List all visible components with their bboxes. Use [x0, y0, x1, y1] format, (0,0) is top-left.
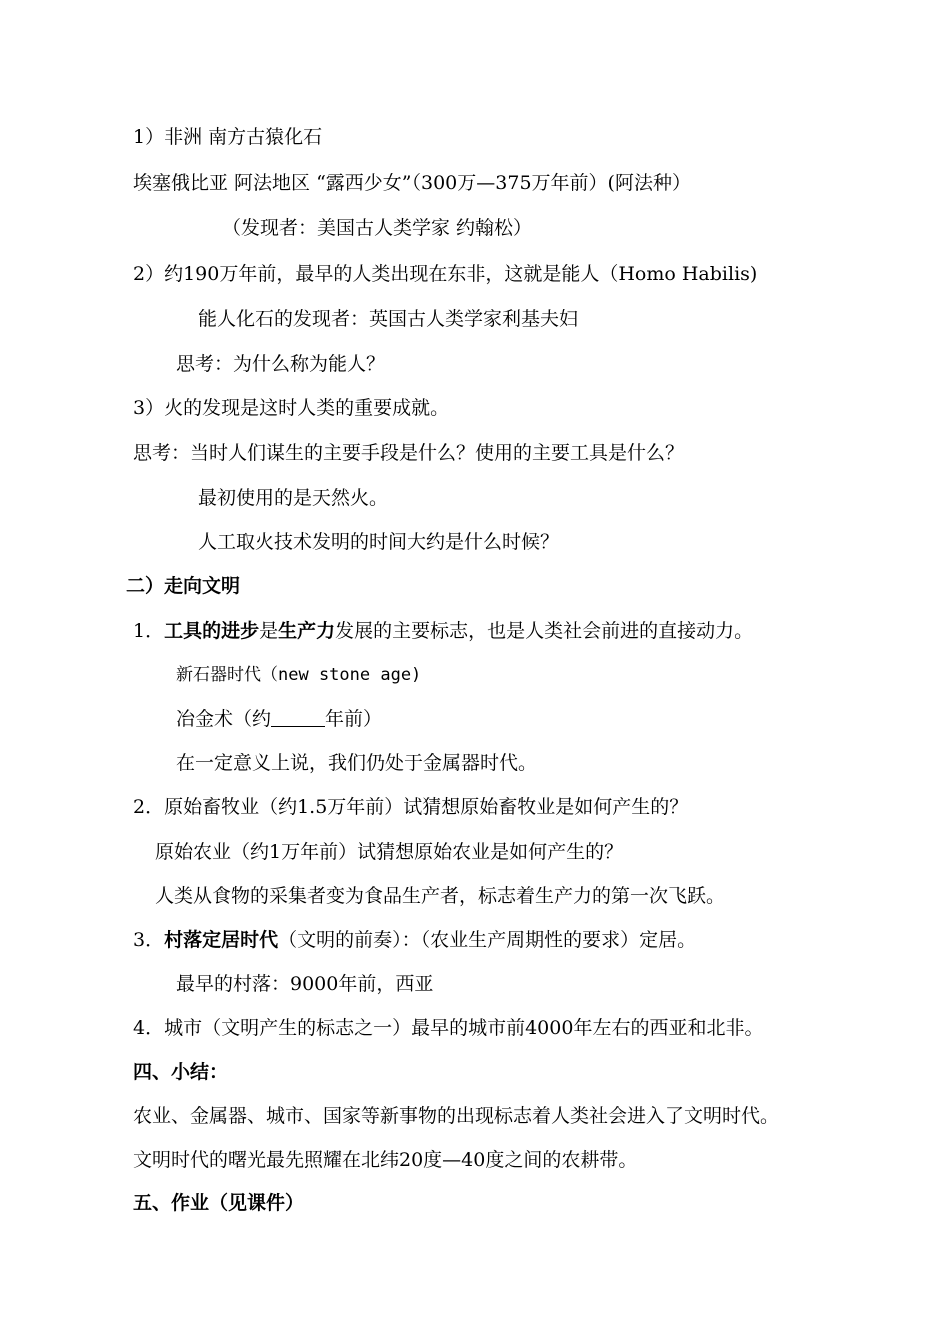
text-line: 在一定意义上说，我们仍处于金属器时代。 [176, 752, 538, 774]
text-line: 农业、金属器、城市、国家等新事物的出现标志着人类社会进入了文明时代。 [133, 1105, 780, 1127]
text-line: 能人化石的发现者：英国古人类学家利基夫妇 [198, 308, 579, 330]
text-line-item-1 [133, 619, 753, 643]
text-line: 原始农业（约1万年前）试猜想原始农业是如何产生的？ [155, 841, 624, 863]
text-line: 新石器时代（new stone age) [176, 665, 422, 685]
item-number: 1． [133, 620, 165, 642]
text-line: 3）火的发现是这时人类的重要成就。 [133, 397, 450, 419]
text-line: 思考：为什么称为能人？ [176, 353, 386, 375]
bold-term: 工具的进步 [164, 620, 260, 642]
text-line: 2．原始畜牧业（约1.5万年前）试猜想原始畜牧业是如何产生的？ [133, 796, 689, 818]
item-number: 3． [133, 929, 165, 951]
text-line-item-3 [133, 928, 696, 952]
bold-term: 生产力 [278, 620, 336, 642]
section-heading: 二）走向文明 [126, 575, 241, 597]
text-line: 4．城市（文明产生的标志之一）最早的城市前4000年左右的西亚和北非。 [133, 1017, 764, 1039]
text-line: 人类从食物的采集者变为食品生产者，标志着生产力的第一次飞跃。 [155, 885, 726, 907]
text-fragment: （文明的前奏）：（农业生产周期性的要求）定居。 [278, 929, 697, 951]
text-fragment: 冶金术（约 [176, 708, 272, 730]
text-line: （发现者：美国古人类学家 约翰松） [222, 217, 533, 239]
section-heading: 五、作业（见课件） [133, 1192, 305, 1214]
text-fragment: 是 [259, 620, 279, 642]
text-line: 最初使用的是天然火。 [198, 487, 389, 509]
fill-blank [271, 708, 325, 727]
text-fragment: 年前） [325, 708, 383, 730]
section-heading: 四、小结： [133, 1061, 229, 1083]
text-line: 思考：当时人们谋生的主要手段是什么？使用的主要工具是什么？ [133, 442, 685, 464]
text-line: 文明时代的曙光最先照耀在北纬20度—40度之间的农耕带。 [133, 1149, 638, 1171]
text-fragment: 发展的主要标志，也是人类社会前进的直接动力。 [335, 620, 754, 642]
text-line: 人工取火技术发明的时间大约是什么时候？ [198, 531, 560, 553]
text-line: 埃塞俄比亚 阿法地区 “露西少女”（300万—375万年前）(阿法种） [133, 172, 691, 194]
text-line: 最早的村落：9000年前，西亚 [176, 973, 434, 995]
text-line-fill-blank [176, 707, 382, 731]
bold-term: 村落定居时代 [164, 929, 279, 951]
text-line: 2）约190万年前，最早的人类出现在东非，这就是能人（Homo Habilis) [133, 263, 758, 285]
text-line: 1）非洲 南方古猿化石 [133, 126, 323, 148]
